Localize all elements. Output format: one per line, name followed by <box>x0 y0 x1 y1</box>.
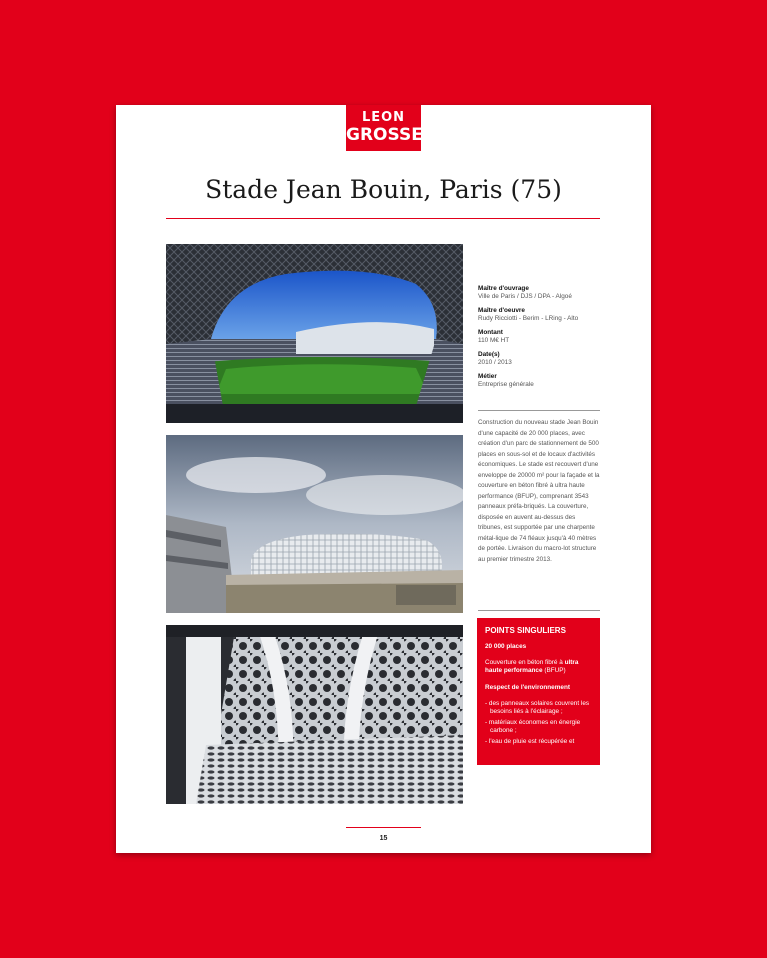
list-item: - des panneaux solaires couvrent les besoins liés à l'éclairage ; <box>485 700 590 715</box>
cover-text-bold: ultra haute performance <box>485 659 579 674</box>
field-value: 2010 / 2013 <box>478 359 512 366</box>
cover-text-pre: Couverture en béton fibré à <box>485 659 565 666</box>
field-metier <box>478 373 600 389</box>
points-capacity: 20 000 places <box>485 643 527 650</box>
field-montant <box>478 329 600 345</box>
points-bullets <box>485 700 592 746</box>
logo-line-2: GROSSE <box>346 125 423 145</box>
field-label: Montant <box>478 329 503 336</box>
info-divider <box>478 410 600 411</box>
points-title: POINTS SINGULIERS <box>485 626 566 635</box>
stadium-interior-photo <box>166 244 463 423</box>
cover-text-post: (BFUP) <box>542 667 566 674</box>
stadium-exterior-photo <box>166 435 463 613</box>
logo-line-1: LEON <box>361 110 406 125</box>
list-item: - l'eau de pluie est récupérée et <box>485 738 575 745</box>
list-item: - matériaux économes en énergie carbone ; <box>485 719 581 734</box>
leon-grosse-logo <box>346 105 421 151</box>
field-value: 110 M€ HT <box>478 337 510 344</box>
project-info <box>478 285 600 395</box>
field-value: Rudy Ricciotti - Berim - LRing - Alto <box>478 315 579 322</box>
field-maitre-oeuvre <box>478 307 600 323</box>
field-label: Métier <box>478 373 497 380</box>
field-maitre-ouvrage <box>478 285 600 301</box>
points-env-title: Respect de l'environnement <box>485 684 570 691</box>
field-value: Entreprise générale <box>478 381 534 388</box>
project-description: Construction du nouveau stade Jean Bouin d'une capacité de 20 000 places, avec création d'un parc de stationnement de 500 places en sous-sol et de locaux d'activités économiques. Le stade est recouvert d'une enveloppe de 20000 m² pour la façade et la couverture en béton fibré à ultra haute performance (BFUP), comprenant 3543 panneaux préfa-briqués. La couverture, disposée en auvent au-dessus des tribunes, est supportée par une charpente métal-lique de 74 fléaux jusqu'à 40 mètres de portée. Livraison du macro-lot structure au premier trimestre 2013. <box>478 419 600 563</box>
field-value: Ville de Paris / DJS / DPA - Algoé <box>478 293 572 300</box>
field-dates <box>478 351 600 367</box>
page-title: Stade Jean Bouin, Paris (75) <box>205 175 562 204</box>
field-label: Maître d'oeuvre <box>478 307 525 314</box>
title-divider <box>166 218 600 219</box>
field-label: Date(s) <box>478 351 500 358</box>
description-divider <box>478 610 600 611</box>
field-label: Maître d'ouvrage <box>478 285 529 292</box>
points-singuliers-box <box>477 618 600 765</box>
footer-divider <box>346 827 421 828</box>
points-cover-text <box>485 659 592 675</box>
page-number: 15 <box>379 835 388 842</box>
document-page <box>116 105 651 853</box>
stadium-facade-detail-photo <box>166 625 463 804</box>
